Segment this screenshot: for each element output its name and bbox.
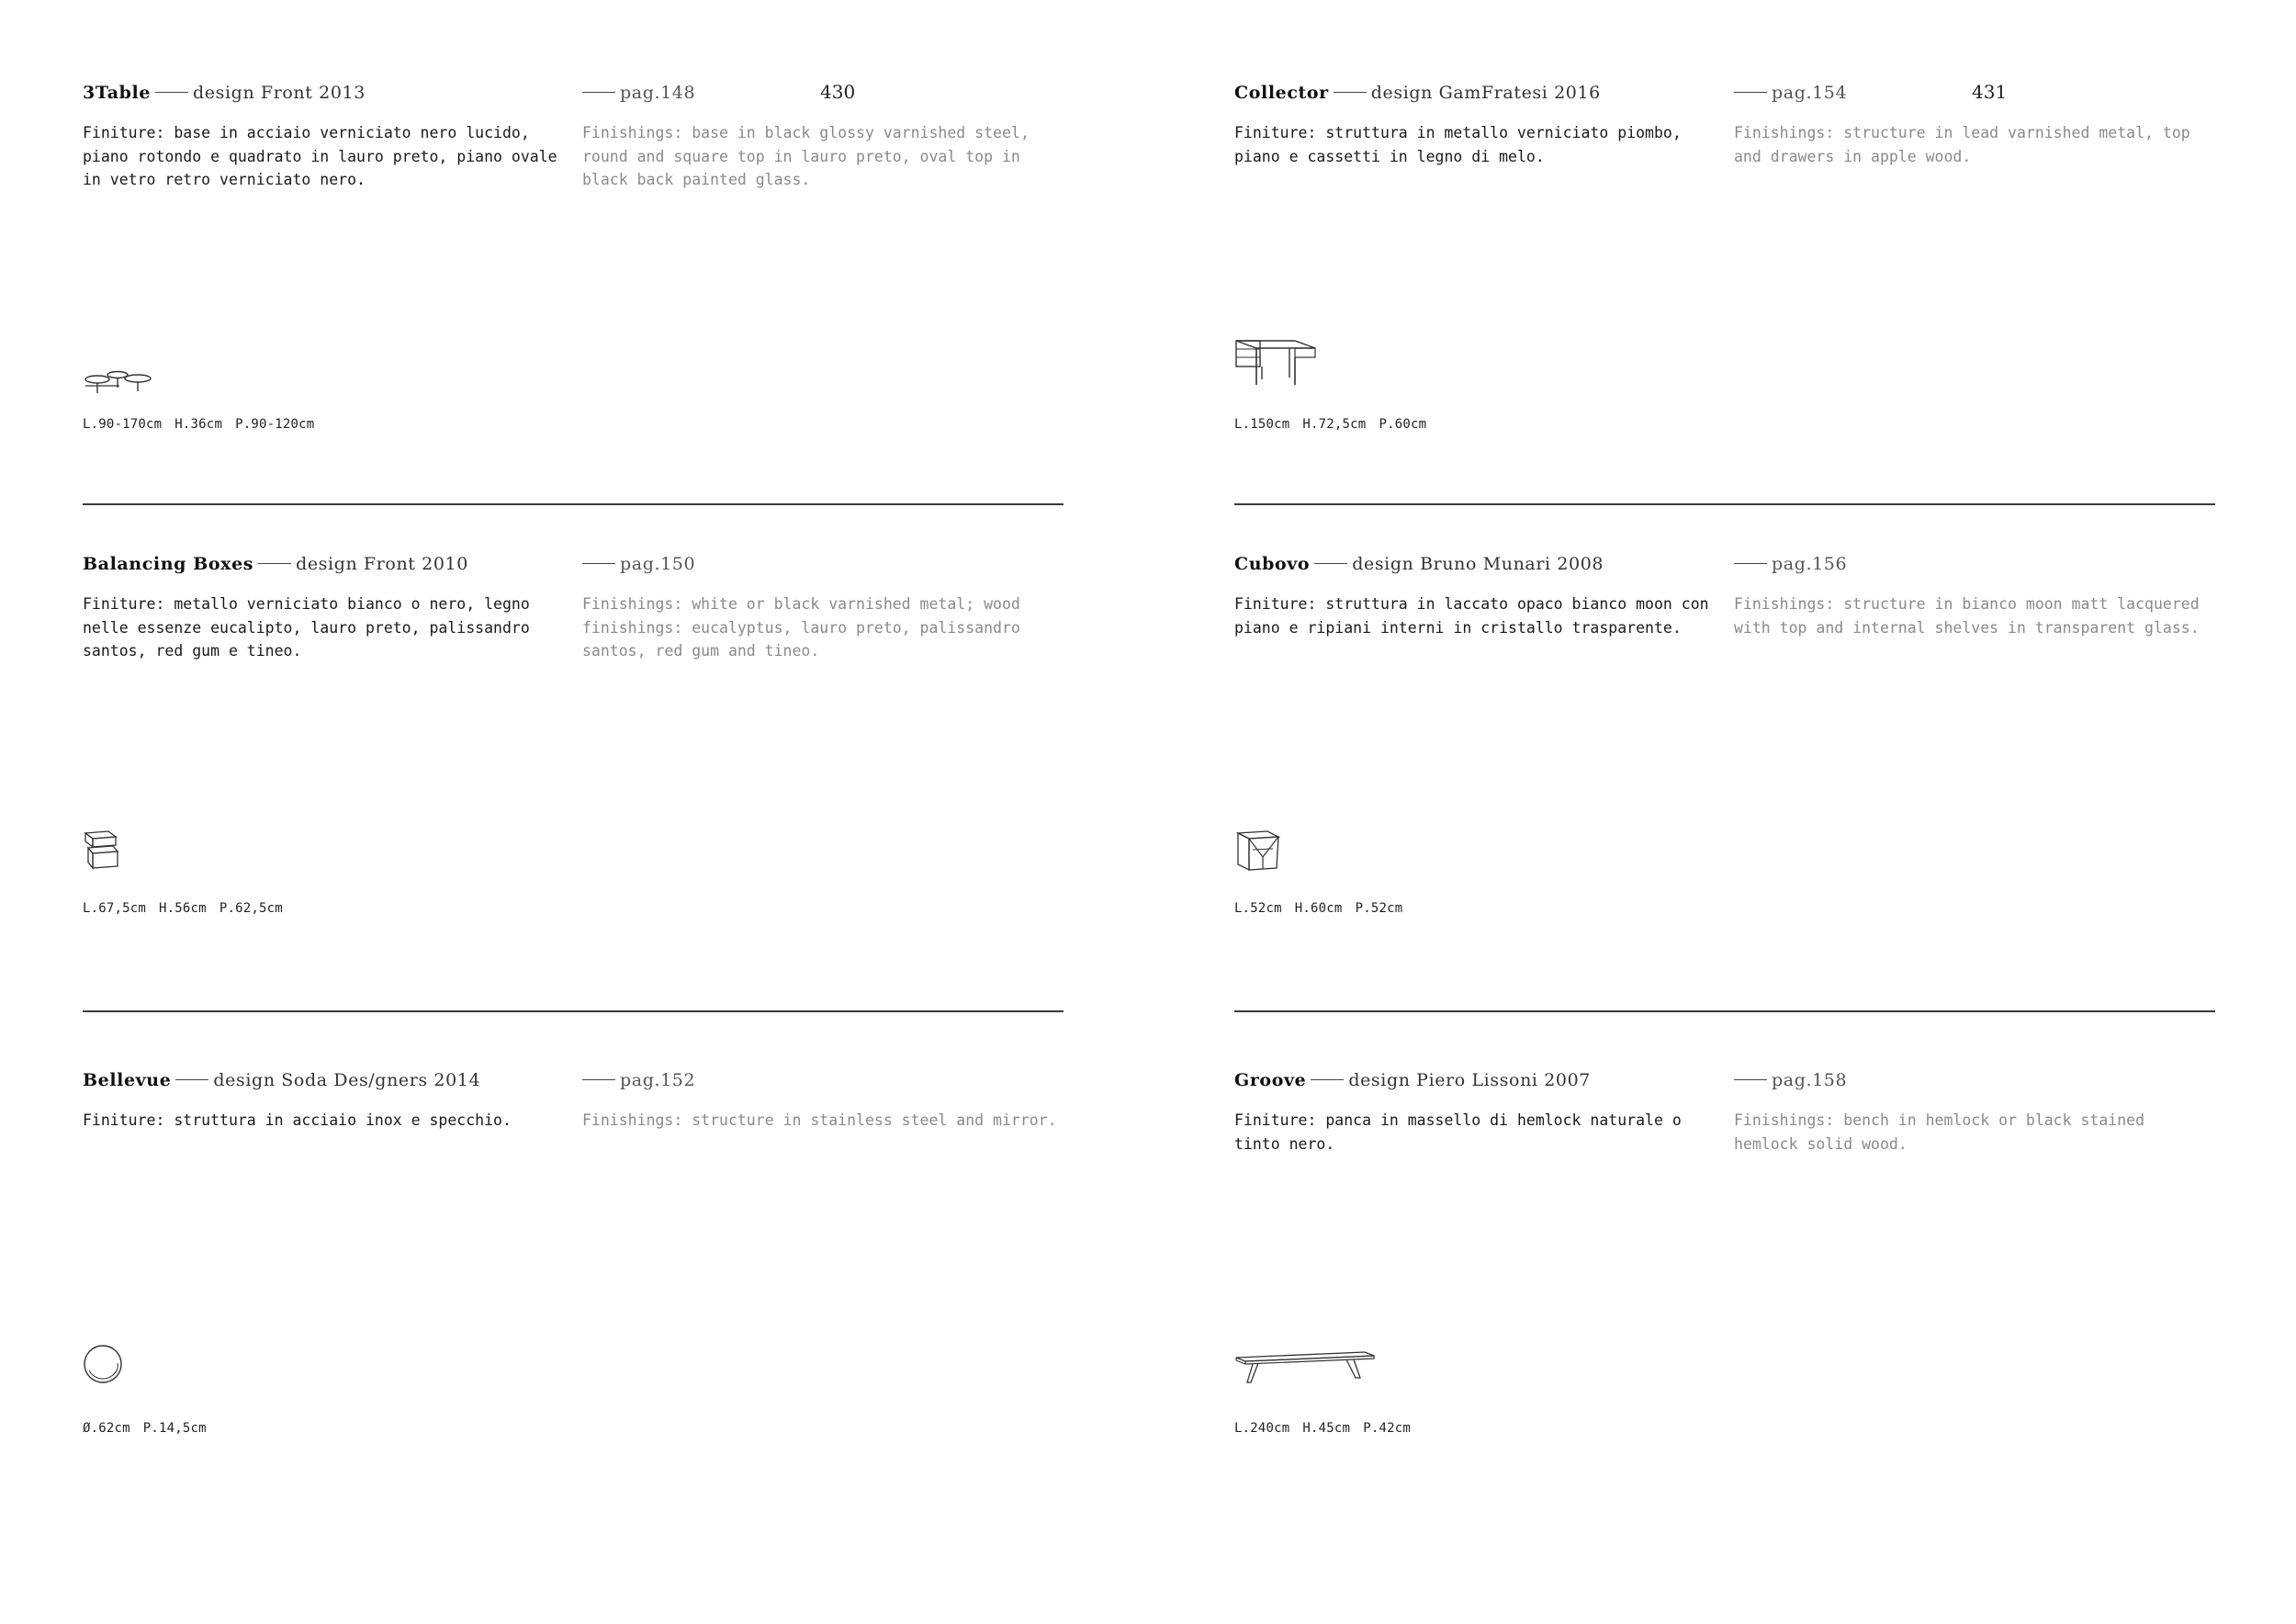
dimension-height: H.72,5cm [1302,417,1367,432]
product-name: Collector [1234,83,1329,103]
three-round-tables-icon [83,363,156,400]
product-title [1234,83,1601,103]
ref-dash [1734,563,1767,564]
product-name: Cubovo [1234,554,1311,574]
finishes-english: Finishings: structure in bianco moon matt lacquered with top and internal shelves in transparent glass. [1734,595,2200,637]
product-title [83,1070,480,1090]
page-reference [582,554,695,574]
title-dash [1334,92,1367,93]
dimensions [83,417,327,432]
page-reference-label: pag.154 [1772,83,1848,103]
cube-cabinet-icon [1234,829,1282,874]
dimensions [1234,901,1415,916]
page-reference-label: pag.148 [620,83,696,103]
ref-dash [1734,92,1767,93]
dimension-diameter: Ø.62cm [83,1421,130,1436]
product-designer: design Front 2013 [193,83,366,103]
finishes-italian: Finiture: metallo verniciato bianco o nero, legno nelle essenze eucalipto, lauro preto, palissandro santos, red gum e tineo. [83,595,530,660]
dimensions [83,1421,219,1436]
dimension-depth: P.42cm [1363,1421,1411,1436]
title-dash [258,563,291,564]
finishes-english: Finishings: base in black glossy varnished steel, round and square top in lauro preto, oval top in black back painted glass. [582,124,1030,188]
page-reference-label: pag.158 [1772,1070,1848,1090]
product-designer: design Soda Des/gners 2014 [213,1070,481,1090]
product-designer: design Piero Lissoni 2007 [1348,1070,1591,1090]
finishes-italian: Finiture: struttura in metallo verniciato piombo, piano e cassetti in legno di melo. [1234,124,1682,165]
page-reference-label: pag.152 [620,1070,696,1090]
page-reference-label: pag.156 [1772,554,1848,574]
page-number-left: 430 [820,81,856,103]
stacked-boxes-icon [83,829,123,870]
dimension-length: L.90-170cm [83,417,163,432]
product-name: Bellevue [83,1070,172,1090]
page-reference-label: pag.150 [620,554,696,574]
dimensions [1234,1421,1424,1436]
page-reference [1734,1070,1847,1090]
product-title [1234,1070,1591,1090]
dimension-length: L.67,5cm [83,901,147,916]
finishes-english: Finishings: structure in stainless steel and mirror. [582,1111,1057,1129]
product-title [83,554,468,574]
dimension-depth: P.14,5cm [142,1421,207,1436]
dimension-depth: P.90-120cm [235,417,315,432]
product-name: 3Table [83,83,152,103]
finishes-english: Finishings: structure in lead varnished metal, top and drawers in apple wood. [1734,124,2190,165]
ref-dash [582,1079,615,1080]
section-divider [1234,503,2215,505]
product-title [1234,554,1604,574]
finishes-italian: Finiture: base in acciaio verniciato nero lucido, piano rotondo e quadrato in lauro preto, piano ovale in vetro retro verniciato nero. [83,124,557,188]
product-name: Groove [1234,1070,1307,1090]
finishes-english: Finishings: white or black varnished metal; wood finishings: eucalyptus, lauro preto, palissandro santos, red gum and tineo. [582,595,1020,660]
dimension-height: H.60cm [1294,901,1343,916]
dimension-depth: P.62,5cm [219,901,283,916]
finishes-italian: Finiture: struttura in acciaio inox e specchio. [83,1111,512,1129]
finishes-italian: Finiture: panca in massello di hemlock naturale o tinto nero. [1234,1111,1682,1153]
dimensions [1234,417,1439,432]
ref-dash [1734,1079,1767,1080]
ref-dash [582,92,615,93]
round-mirror-icon [83,1343,125,1385]
product-designer: design Front 2010 [296,554,468,574]
page-reference [582,1070,695,1090]
dimension-height: H.45cm [1302,1421,1351,1436]
ref-dash [582,563,615,564]
dimension-length: L.150cm [1234,417,1290,432]
title-dash [1311,1079,1344,1080]
page-reference [1734,554,1847,574]
bench-icon [1234,1350,1376,1387]
product-title [83,83,366,103]
dimension-depth: P.60cm [1379,417,1427,432]
dimension-length: L.240cm [1234,1421,1290,1436]
product-name: Balancing Boxes [83,554,254,574]
section-divider [83,503,1064,505]
section-divider [1234,1010,2215,1012]
desk-with-drawers-icon [1234,333,1317,389]
page-number-right: 431 [1972,81,2008,103]
finishes-italian: Finiture: struttura in laccato opaco bianco moon con piano e ripiani interni in cristallo trasparente. [1234,595,1709,637]
dimensions [83,901,296,916]
finishes-english: Finishings: bench in hemlock or black stained hemlock solid wood. [1734,1111,2145,1153]
title-dash [155,92,188,93]
dimension-length: L.52cm [1234,901,1282,916]
dimension-depth: P.52cm [1355,901,1403,916]
product-designer: design Bruno Munari 2008 [1352,554,1604,574]
page-reference [1734,83,1847,103]
dimension-height: H.56cm [159,901,207,916]
title-dash [175,1079,208,1080]
title-dash [1314,563,1347,564]
dimension-height: H.36cm [174,417,223,432]
product-designer: design GamFratesi 2016 [1370,83,1601,103]
section-divider [83,1010,1064,1012]
page-reference [582,83,695,103]
